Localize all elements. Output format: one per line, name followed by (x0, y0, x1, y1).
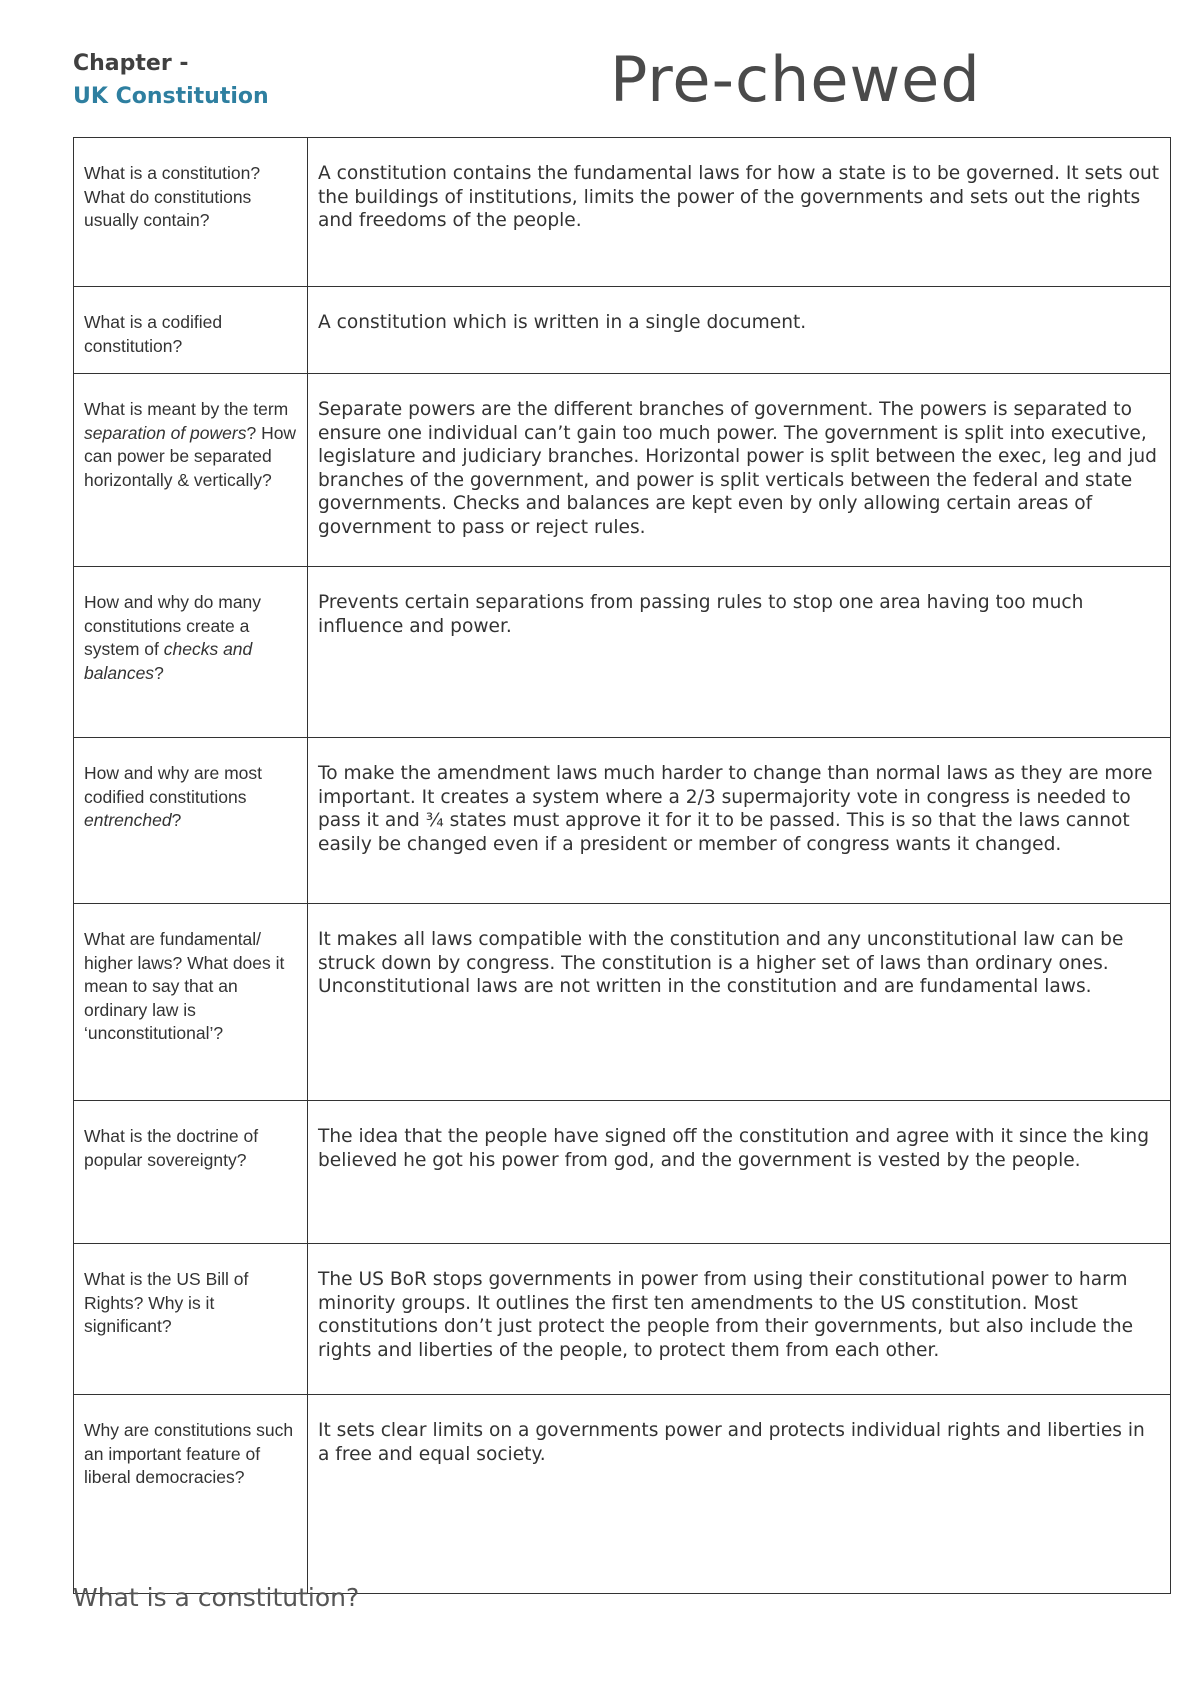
answer-cell: It makes all laws compatible with the constitution and any unconstitutional law can be struck down by congress. The constitution is a higher set of laws than ordinary ones. Unconstitutional laws are not written in the constitution and are fundamental laws. (308, 904, 1171, 1101)
question-cell (74, 1244, 308, 1395)
question-cell (74, 1101, 308, 1244)
table-row (74, 138, 1171, 287)
question-text: What is a constitution? What do constitutions usually contain? (84, 163, 261, 230)
answer-cell: It sets clear limits on a governments power and protects individual rights and liberties in a free and equal society. (308, 1395, 1171, 1594)
question-text: ? (154, 662, 164, 683)
table-row (74, 1101, 1171, 1244)
question-cell (74, 1395, 308, 1594)
answer-cell: The idea that the people have signed off the constitution and agree with it since the king believed he got his power from god, and the government is vested by the people. (308, 1101, 1171, 1244)
question-text: How and why do many constitutions create a system of (84, 592, 262, 659)
question-text: Why are constitutions such an important feature of liberal democracies? (84, 1420, 294, 1487)
table-row (74, 567, 1171, 738)
answer-cell: A constitution contains the fundamental laws for how a state is to be governed. It sets out the buildings of institutions, limits the power of the governments and sets out the rights and freedoms of the people. (308, 138, 1171, 287)
section-heading: What is a constitution? (73, 1583, 360, 1612)
chapter-label: Chapter - (73, 51, 189, 76)
question-text: ? How can power be separated horizontally & vertically? (84, 422, 297, 490)
answer-cell: Prevents certain separations from passing rules to stop one area having too much influence and power. (308, 567, 1171, 738)
chapter-header (73, 48, 269, 114)
question-text: What is the US Bill of Rights? Why is it significant? (84, 1269, 249, 1336)
table-row (74, 287, 1171, 374)
question-cell (74, 374, 308, 567)
question-cell (74, 738, 308, 904)
question-text: What are fundamental/ higher laws? What does it mean to say that an ordinary law is ‘unconstitutional’? (84, 929, 285, 1043)
answer-cell: To make the amendment laws much harder to change than normal laws as they are more important. It creates a system where a 2/3 supermajority vote in congress is needed to pass it and ¾ states must approve it for it to be passed. This is so that the laws cannot easily be changed even if a president or member of congress wants it changed. (308, 738, 1171, 904)
table-row (74, 374, 1171, 567)
question-term: entrenched (84, 810, 172, 830)
question-cell (74, 567, 308, 738)
chapter-title: UK Constitution (73, 84, 269, 109)
question-term: separation of powers (84, 422, 247, 443)
question-text: How and why are most codified constitutions (84, 763, 262, 807)
question-cell (74, 138, 308, 287)
answer-cell: The US BoR stops governments in power from using their constitutional power to harm minority groups. It outlines the first ten amendments to the US constitution. Most constitutions don’t just protect the people from their governments, but also include the rights and liberties of the people, to protect them from each other. (308, 1244, 1171, 1395)
question-text: What is the doctrine of popular sovereignty? (84, 1126, 259, 1170)
table-row (74, 1395, 1171, 1594)
table-row (74, 904, 1171, 1101)
question-cell (74, 904, 308, 1101)
brand-title: Pre-chewed (610, 43, 981, 116)
question-text: ? (171, 810, 182, 830)
table-row (74, 738, 1171, 904)
question-text: What is a codified constitution? (84, 312, 223, 356)
qa-table (73, 137, 1171, 1594)
answer-cell: A constitution which is written in a single document. (308, 287, 1171, 374)
question-term: checks and balances (84, 639, 253, 683)
answer-cell: Separate powers are the different branches of government. The powers is separated to ensure one individual can’t gain too much power. The government is split into executive, legislature and judiciary branches. Horizontal power is split between the exec, leg and jud branches of the government, and power is split verticals between the federal and state governments. Checks and balances are kept even by only allowing certain areas of government to pass or reject rules. (308, 374, 1171, 567)
question-text: What is meant by the term (84, 399, 289, 419)
table-row (74, 1244, 1171, 1395)
question-cell (74, 287, 308, 374)
